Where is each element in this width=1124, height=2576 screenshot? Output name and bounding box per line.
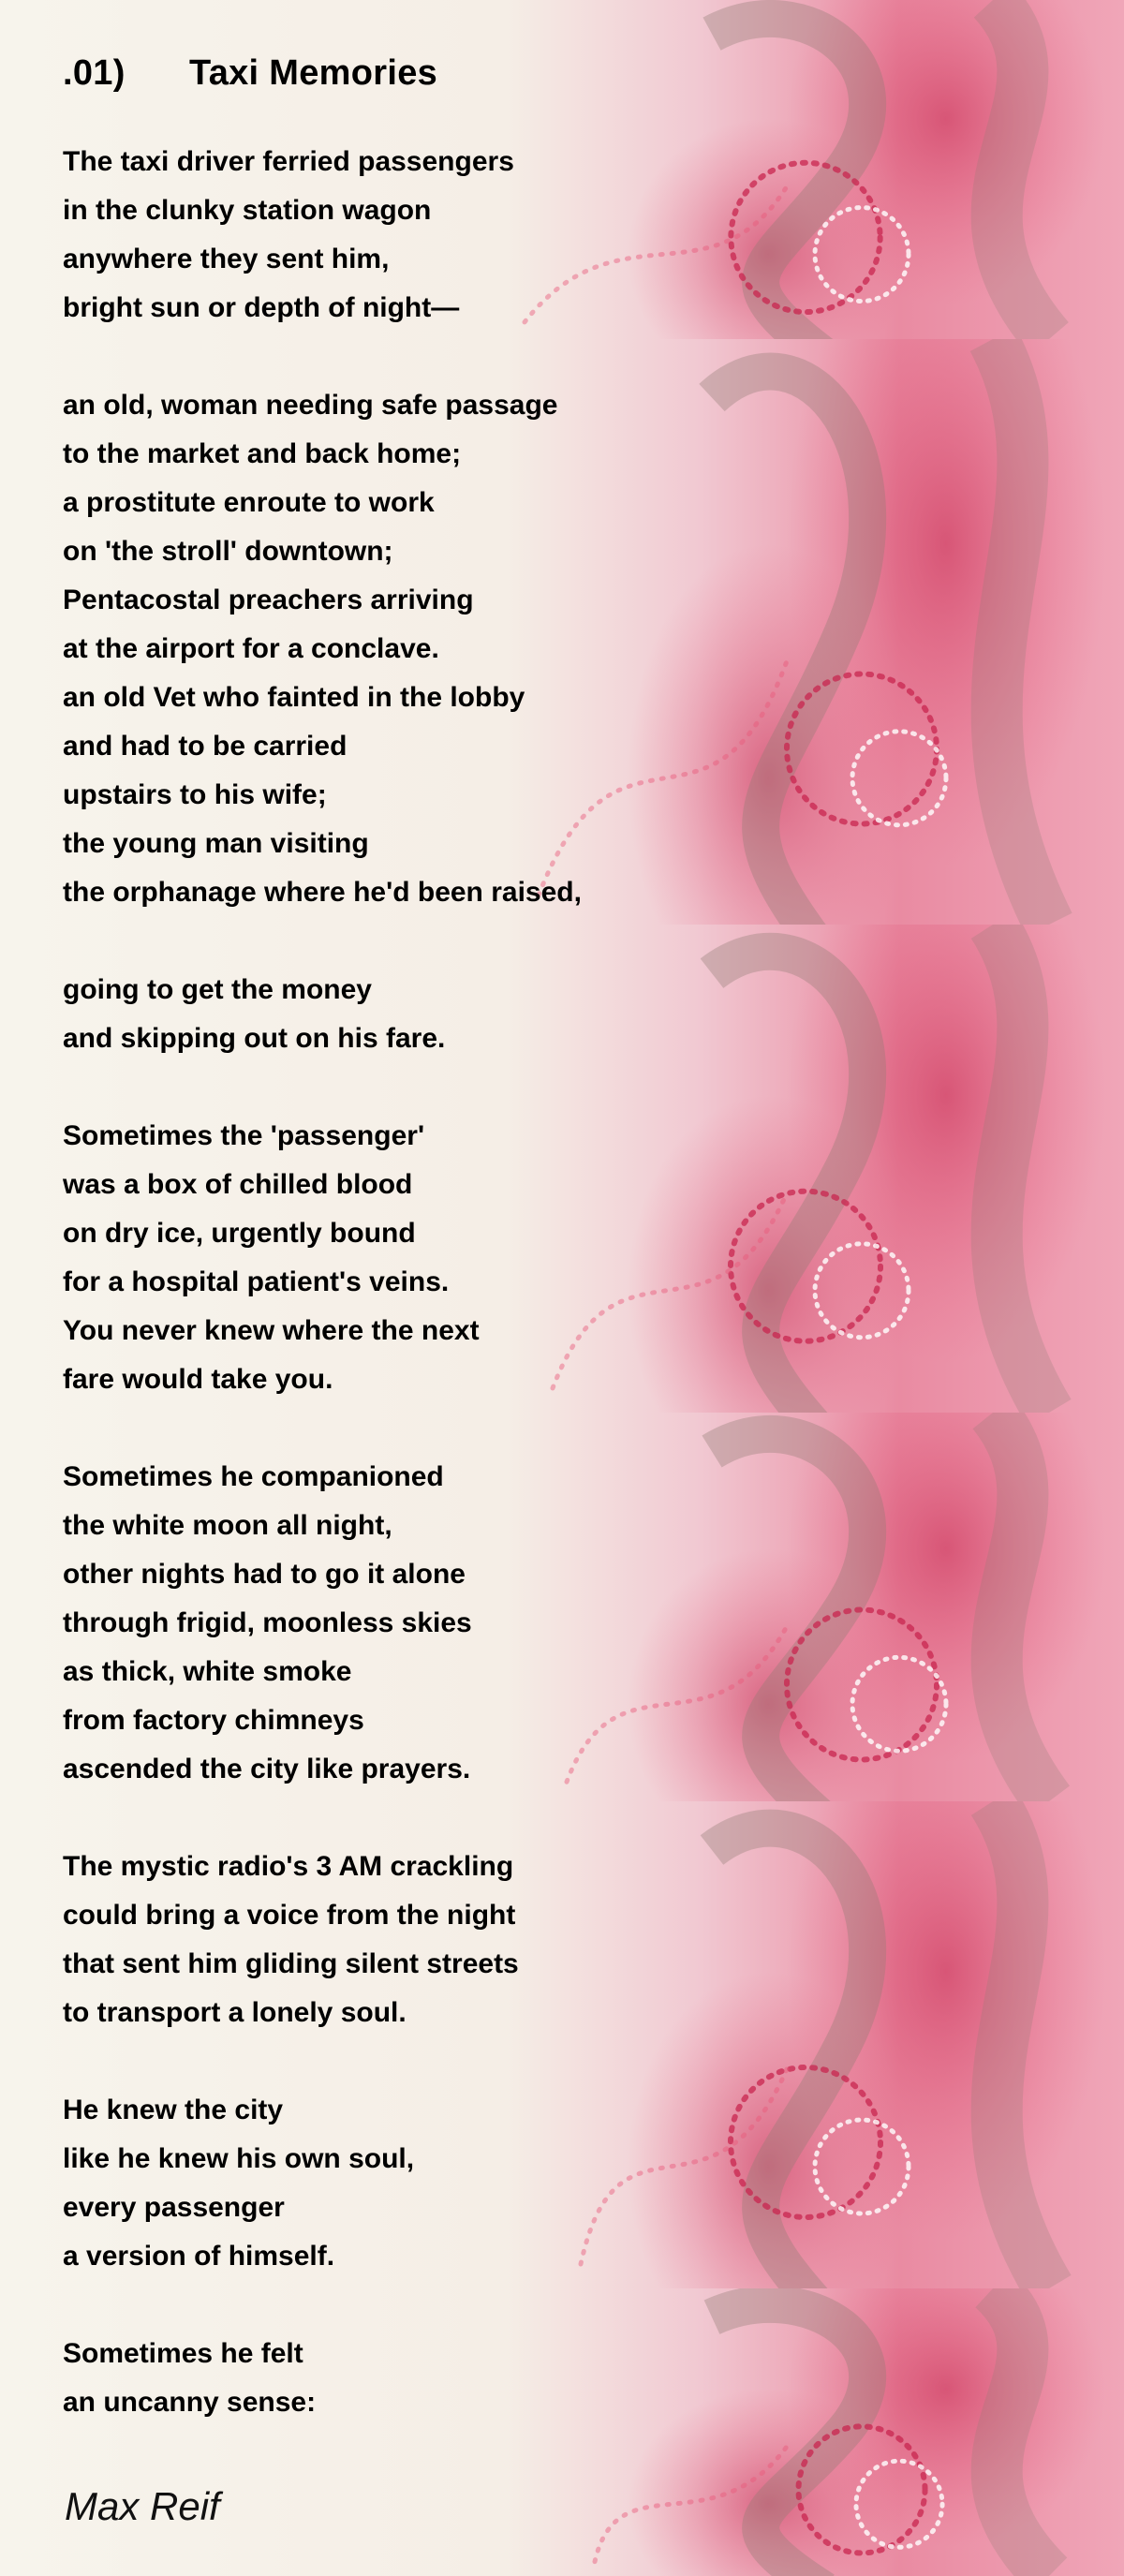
poem-line: ascended the city like prayers. — [63, 1754, 471, 1784]
poem-line: was a box of chilled blood — [63, 1169, 413, 1200]
poem-number: .01) — [63, 53, 126, 93]
poem-line: other nights had to go it alone — [63, 1559, 466, 1590]
poem-line: for a hospital patient's veins. — [63, 1266, 450, 1297]
poem-line: upstairs to his wife; — [63, 779, 327, 810]
poem-line: the young man visiting — [63, 828, 369, 859]
poem-line: the white moon all night, — [63, 1510, 392, 1541]
poem-line: and skipping out on his fare. — [63, 1023, 446, 1054]
poem-line: as thick, white smoke — [63, 1656, 352, 1687]
poem-line: on 'the stroll' downtown; — [63, 536, 393, 567]
poem-line: anywhere they sent him, — [63, 244, 390, 274]
poem-title — [63, 45, 437, 101]
poem-line: fare would take you. — [63, 1364, 333, 1395]
stanza-break — [63, 2037, 582, 2086]
poem-title-text: Taxi Memories — [189, 53, 438, 93]
stanza-break — [63, 1063, 582, 1112]
poem-line: to transport a lonely soul. — [63, 1997, 407, 2028]
stanza-break — [63, 2281, 582, 2330]
poem-stanza — [63, 1453, 582, 1794]
poem-line: Sometimes the 'passenger' — [63, 1120, 425, 1151]
poem-stanza — [63, 1112, 582, 1404]
poem-line: The mystic radio's 3 AM crackling — [63, 1851, 514, 1882]
stanza-break — [63, 1404, 582, 1453]
poem-line: an old, woman needing safe passage — [63, 390, 558, 421]
poem-line: Sometimes he companioned — [63, 1461, 444, 1492]
poem-stanza — [63, 966, 582, 1063]
poem-stanza — [63, 2086, 582, 2281]
poem-line: bright sun or depth of night— — [63, 292, 460, 323]
poem-line: an old Vet who fainted in the lobby — [63, 682, 525, 713]
poem-line: at the airport for a conclave. — [63, 633, 439, 664]
stanza-break — [63, 333, 582, 381]
poem-line: Sometimes he felt — [63, 2338, 303, 2369]
stanza-break — [63, 1794, 582, 1843]
poem-stanza — [63, 381, 582, 917]
poem-line: through frigid, moonless skies — [63, 1607, 472, 1638]
poem-line: a version of himself. — [63, 2241, 335, 2272]
poem-line: the orphanage where he'd been raised, — [63, 877, 582, 908]
poem-line: Pentacostal preachers arriving — [63, 585, 474, 615]
poem-line: in the clunky station wagon — [63, 195, 432, 226]
poem-author: Max Reif — [65, 2484, 220, 2528]
poem-line: You never knew where the next — [63, 1315, 480, 1346]
poem-line: like he knew his own soul, — [63, 2143, 415, 2174]
poem-line: on dry ice, urgently bound — [63, 1218, 416, 1249]
poem-line: going to get the money — [63, 974, 372, 1005]
poem-line: and had to be carried — [63, 731, 348, 762]
poem-line: from factory chimneys — [63, 1705, 364, 1736]
poem-stanza — [63, 2330, 582, 2427]
poem-line: could bring a voice from the night — [63, 1900, 516, 1931]
poem-line: a prostitute enroute to work — [63, 487, 435, 518]
poem-line: every passenger — [63, 2192, 285, 2223]
poem-body — [63, 138, 582, 2427]
poem-stanza — [63, 1843, 582, 2037]
poem-line: an uncanny sense: — [63, 2387, 317, 2418]
poem-line: that sent him gliding silent streets — [63, 1948, 519, 1979]
poem-line: to the market and back home; — [63, 438, 462, 469]
poem-stanza — [63, 138, 582, 333]
stanza-break — [63, 917, 582, 966]
poem-line: He knew the city — [63, 2095, 284, 2125]
poem-line: The taxi driver ferried passengers — [63, 146, 514, 177]
